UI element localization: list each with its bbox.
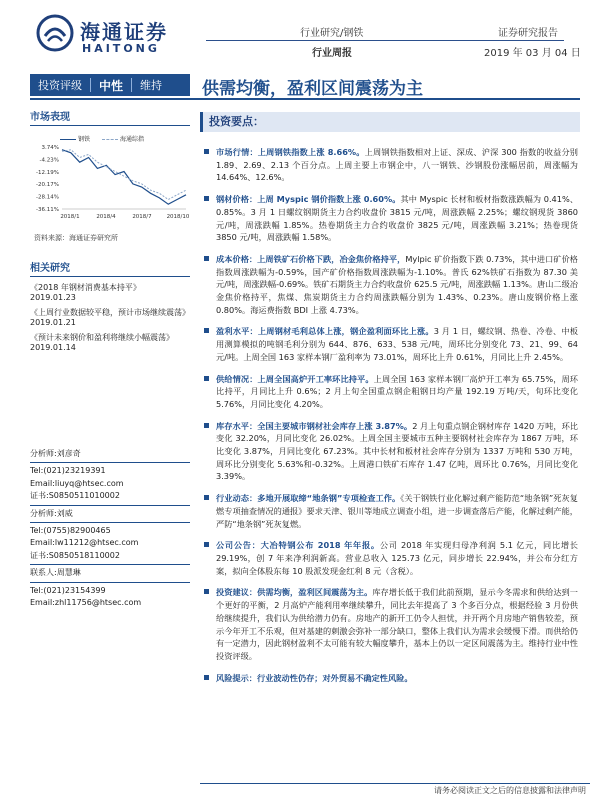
analyst-email[interactable]: Email:liuyq@htsec.com: [30, 478, 124, 488]
key-point-item: [202, 325, 578, 363]
key-point-item: [202, 373, 578, 411]
related-heading: 相关研究: [30, 259, 190, 277]
key-point-lead: 供给情况：上周全国高炉开工率环比持平。: [216, 373, 374, 384]
key-point-lead: 风险提示：行业波动性仍存；对外贸易不确定性风险。: [216, 672, 413, 683]
header-divider: [206, 40, 564, 41]
key-point-lead: 钢材价格：上周 Myspic 钢价指数上涨 0.60%。: [216, 194, 401, 205]
x-tick-label: 2018/10: [166, 214, 190, 220]
analyst-name: 分析师:刘彦奇: [30, 449, 81, 458]
key-point-text: 《关于钢铁行业化解过剩产能防范“地条钢”死灰复燃专项抽查情况的通报》要求天津、银川等地成立调查小组，进一步调查落后产能，化解过剩产能，严防“地条钢”死灰复燃。: [216, 493, 578, 529]
y-tick-label: -36.11%: [36, 207, 59, 213]
analyst-tel: Tel:(0755)82900465: [30, 525, 111, 535]
related-item[interactable]: 《上周行业数据较平稳，预计市场继续震荡》2019.01.21: [30, 307, 190, 328]
key-point-item: [202, 539, 578, 577]
related-item[interactable]: 《预计未来钢价和盈利将继续小幅震荡》 2019.01.14: [30, 332, 174, 352]
key-point-lead: 投资建议：供需均衡，盈利区间震荡为主。: [216, 587, 373, 598]
key-points-list: [202, 146, 578, 693]
haitong-logo-icon: [36, 14, 74, 52]
chart-source: 资料来源：海通证券研究所: [34, 234, 118, 242]
key-point-lead: 成本价格：上周铁矿石价格下跌，冶金焦价格持平，: [216, 253, 406, 264]
key-point-text: 上周全国 163 家样本钢厂高炉开工率为 65.75%，周环比持平，月同比上升 0.6%；2 月上旬全国重点钢企粗钢日均产量 192.19 万吨/天，旬环比变化 5.76%，月同比变化 4.20%。: [216, 373, 578, 409]
key-point-item: [202, 492, 578, 530]
key-point-text: 2 月上旬重点钢企钢材库存 1420 万吨，环比变化 32.20%，月同比变化 26.02%。上周全国主要城市五种主要钢材社会库存为 1867 万吨，环比变化 3.87%，月同比变化 67.23%。其中长材和板材社会库存分别为 1337 万吨和 530 万吨，周环比分别变化 5.63%和-0.32%。上周港口铁矿石库存 1.47 亿吨，周环比 0.76%，月同比变化 3.39%。: [216, 420, 578, 482]
legend-item-steel: 钢铁: [60, 134, 90, 143]
report-series: 行业周报: [312, 48, 352, 59]
rating-label: 投资评级: [38, 79, 82, 92]
title-rule: [30, 98, 580, 100]
analyst-email[interactable]: Email:lw11212@htsec.com: [30, 538, 139, 548]
bullet-icon: [204, 589, 209, 594]
chart-legend: [30, 134, 190, 143]
rating-action: 维持: [140, 79, 163, 92]
bullet-icon: [204, 256, 209, 261]
key-point-item: [202, 253, 578, 317]
report-type: 证券研究报告: [498, 28, 558, 39]
report-date: 2019 年 03 月 04 日: [484, 48, 581, 59]
analyst-cert: 证书:S0850511010002: [30, 491, 120, 501]
analyst-tel: Tel:(021)23219391: [30, 466, 106, 476]
y-tick-label: -28.14%: [36, 194, 59, 201]
x-tick-label: 2018/4: [96, 214, 116, 220]
analyst-name: 分析师:刘威: [30, 508, 73, 518]
series-line-steel: [62, 150, 186, 205]
bullet-icon: [204, 423, 209, 428]
rating-value: 中性: [99, 78, 124, 93]
related-list: [30, 283, 190, 353]
key-point-item: [202, 146, 578, 184]
y-tick-label: -12.19%: [36, 169, 59, 176]
x-tick-label: 2018/7: [132, 214, 152, 220]
analyst-cert: 证书:S0850518110002: [30, 550, 120, 560]
bullet-icon: [204, 196, 209, 201]
market-heading: 市场表现: [30, 108, 190, 126]
contact-email[interactable]: Email:zhl11756@htsec.com: [30, 597, 142, 607]
y-tick-label: -4.23%: [39, 157, 59, 164]
x-tick-label: 2018/1: [60, 214, 80, 220]
contact-name: 联系人:周慧琳: [30, 568, 81, 578]
key-point-text: Mylpic 矿价指数下跌 0.73%，其中进口矿价格指数周涨跌幅为-0.59%，国产矿价格指数周涨跌幅为-1.10%。普氏 62%铁矿石指数为 87.30 美元/吨，周涨跌幅-0.69%。铁矿石期货主力合约收盘价 625.5 元/吨，周涨跌幅 1.13%。唐山二级冶金焦价格持平，焦煤、焦炭期货主力合约周涨跌幅分别为 1.43%、0.23%。唐山废钢价格上涨 0.80%。海运费指数 BDI 上涨 4.73%。: [216, 253, 578, 315]
key-point-lead: 行业动态：多地开展取缔“地条钢”专项检查工作。: [216, 493, 401, 504]
bullet-icon: [204, 542, 209, 547]
bullet-icon: [204, 675, 209, 680]
bullet-icon: [204, 495, 209, 500]
analyst-contacts: [30, 448, 190, 609]
report-category: 行业研究/钢铁: [300, 28, 364, 39]
footer-disclaimer: 请务必阅读正文之后的信息披露和法律声明: [434, 786, 586, 795]
key-points-heading: 投资要点：: [200, 112, 580, 132]
key-point-text: 其中 Myspic 长材和板材指数涨跌幅为 0.41%、0.85%。3 月 1 日螺纹钢期货主力合约收盘价 3815 元/吨，周涨跌幅 2.25%；螺纹钢现货 3860 元/吨，周涨跌幅 1.85%。热卷期货主力合约收盘价 3825 元/吨，周涨跌幅 3.21%；热卷现货 3850 元/吨，周涨跌幅 1.58%。: [216, 194, 579, 243]
key-point-text: 库存增长低于我们此前预期，显示今冬需求和供给达到一个更好的平衡，2 月高炉产能利用率继续攀升，同比去年提高了 3 个多百分点，根据经验 3 月份供给继续提升，我们认为供给潜力仍有。房地产的新开工仍令人担忧，并开两个月房地产销售较差，预示今年开工不乐观，但对基建的刺激会弥补一部分缺口，整体上我们认为需求会缓慢下滑。而供给仍有一定潜力，因此钢材盈利不太可能有较大幅度攀升，基本上仍以一定区间震荡为主。维持行业中性投资评级。: [216, 587, 578, 661]
haitong-logo: [36, 14, 196, 58]
market-performance-chart: [30, 143, 190, 223]
left-sidebar: [30, 108, 190, 353]
bullet-icon: [204, 328, 209, 333]
key-point-item: [202, 420, 578, 484]
key-point-item: [202, 586, 578, 662]
key-point-lead: 库存水平：全国主要城市钢材社会库存上涨 3.87%。: [216, 420, 413, 431]
series-line-index: [62, 150, 186, 200]
legend-item-index: 海通综指: [102, 134, 144, 143]
key-point-text: 公司 2018 年实现归母净利润 5.1 亿元，同比增长 29.19%，创 7 年来净利润新高。营业总收入 125.73 亿元，同步增长 22.94%，并公布分红方案，拟向全体股东每 10 股派发现金红利 8 元（含税）。: [216, 540, 578, 576]
key-point-lead: 市场行情：上周钢铁指数上涨 8.66%。: [216, 147, 365, 157]
report-title: 供需均衡，盈利区间震荡为主: [202, 79, 423, 99]
rating-band: [30, 74, 590, 100]
key-point-lead: 公司公告：大冶特钢公布 2018 年年报。: [216, 540, 380, 551]
related-item[interactable]: 《2018 年钢材消费基本持平》 2019.01.23: [30, 283, 141, 303]
key-point-lead: 盈利水平：上周钢材毛利总体上涨，钢企盈利面环比上涨。: [216, 326, 434, 337]
key-point-text: 上周钢铁指数相对上证、深成、沪深 300 指数的收益分别 1.89、2.69、2.13 个百分点。上周主要上市钢企中，八一钢铁、沙钢股份涨幅居前，周涨幅为 14.64%、12.6%。: [216, 147, 578, 183]
bullet-icon: [204, 149, 209, 154]
logo-en-text: HAITONG: [82, 42, 160, 55]
footer-divider: [200, 783, 590, 784]
key-point-text: 3 月 1 日，螺纹钢、热卷、冷卷、中板用测算模拟的吨钢毛利分别为 644、876、633、538 元/吨，周环比分别变化 73、21、99、64 元/吨。上周全国 163 家样本钢厂盈利率为 73.01%，周环比上升 0.61%，月同比上升 2.45%。: [216, 326, 578, 362]
key-point-item: [202, 672, 578, 685]
logo-cn-text: 海通证券: [80, 20, 168, 44]
key-point-item: [202, 193, 578, 244]
rating-box: [30, 74, 190, 96]
y-tick-label: -20.17%: [36, 182, 59, 189]
contact-tel: Tel:(021)23154399: [30, 585, 106, 595]
y-tick-label: 3.74%: [41, 145, 59, 151]
bullet-icon: [204, 376, 209, 381]
